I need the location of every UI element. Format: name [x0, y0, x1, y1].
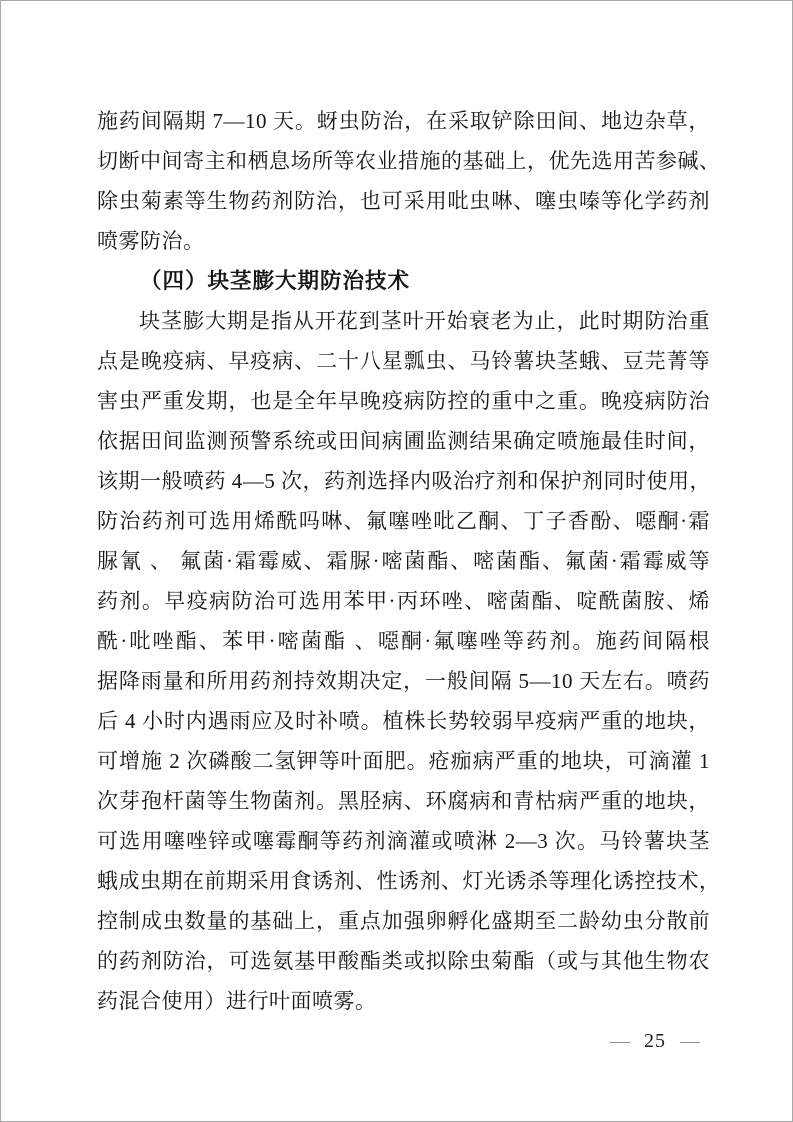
text-line: 该期一般喷药 4—5 次，药剂选择内吸治疗剂和保护剂同时使用，	[97, 469, 711, 493]
text-line: 药剂。早疫病防治可选用苯甲·丙环唑、嘧菌酯、啶酰菌胺、烯	[97, 589, 710, 613]
text-line: 蛾成虫期在前期采用食诱剂、性诱剂、灯光诱杀等理化诱控技术，	[97, 869, 721, 893]
text-line: 喷雾防治。	[97, 229, 205, 253]
text-line: 施药间隔期 7—10 天。蚜虫防治，在采取铲除田间、地边杂草，	[97, 109, 710, 133]
text-line: 可增施 2 次磷酸二氢钾等叶面肥。疮痂病严重的地块，可滴灌 1	[97, 749, 710, 773]
text-line: 据降雨量和所用药剂持效期决定，一般间隔 5—10 天左右。喷药	[97, 669, 710, 693]
text-line: 块茎膨大期是指从开花到茎叶开始衰老为止，此时期防治重	[139, 309, 710, 333]
text-column	[97, 101, 721, 1021]
text-line: 的药剂防治，可选氨基甲酸酯类或拟除虫菊酯（或与其他生物农	[97, 949, 710, 973]
page-number: 25	[644, 1030, 666, 1052]
text-line: 控制成虫数量的基础上，重点加强卵孵化盛期至二龄幼虫分散前	[97, 909, 710, 933]
text-line: 点是晚疫病、早疫病、二十八星瓢虫、马铃薯块茎蛾、豆芫菁等	[97, 349, 710, 373]
text-line: 脲氰 、 氟菌·霜霉威、霜脲·嘧菌酯、嘧菌酯、氟菌·霜霉威等	[97, 549, 710, 573]
text-line: 害虫严重发期，也是全年早晚疫病防控的重中之重。晚疫病防治	[97, 389, 710, 413]
text-line: 药混合使用）进行叶面喷雾。	[97, 989, 377, 1013]
text-line: 切断中间寄主和栖息场所等农业措施的基础上，优先选用苦参碱、	[97, 149, 721, 173]
text-line: 酰·吡唑酯、苯甲·嘧菌酯 、噁酮·氟噻唑等药剂。施药间隔根	[97, 629, 710, 653]
text-line: 防治药剂可选用烯酰吗啉、氟噻唑吡乙酮、丁子香酚、噁酮·霜	[97, 509, 710, 533]
footer-dash-left: —	[610, 1030, 630, 1052]
text-line: 依据田间监测预警系统或田间病圃监测结果确定喷施最佳时间，	[97, 429, 710, 453]
section-heading: （四）块茎膨大期防治技术	[140, 269, 411, 293]
text-line: 次芽孢杆菌等生物菌剂。黑胫病、环腐病和青枯病严重的地块，	[97, 789, 710, 813]
page-footer	[610, 1025, 700, 1057]
text-line: 后 4 小时内遇雨应及时补喷。植株长势较弱早疫病严重的地块，	[97, 709, 710, 733]
text-line: 除虫菊素等生物药剂防治，也可采用吡虫啉、噻虫嗪等化学药剂	[97, 189, 710, 213]
text-line: 可选用噻唑锌或噻霉酮等药剂滴灌或喷淋 2—3 次。马铃薯块茎	[97, 829, 710, 853]
footer-dash-right: —	[680, 1030, 700, 1052]
